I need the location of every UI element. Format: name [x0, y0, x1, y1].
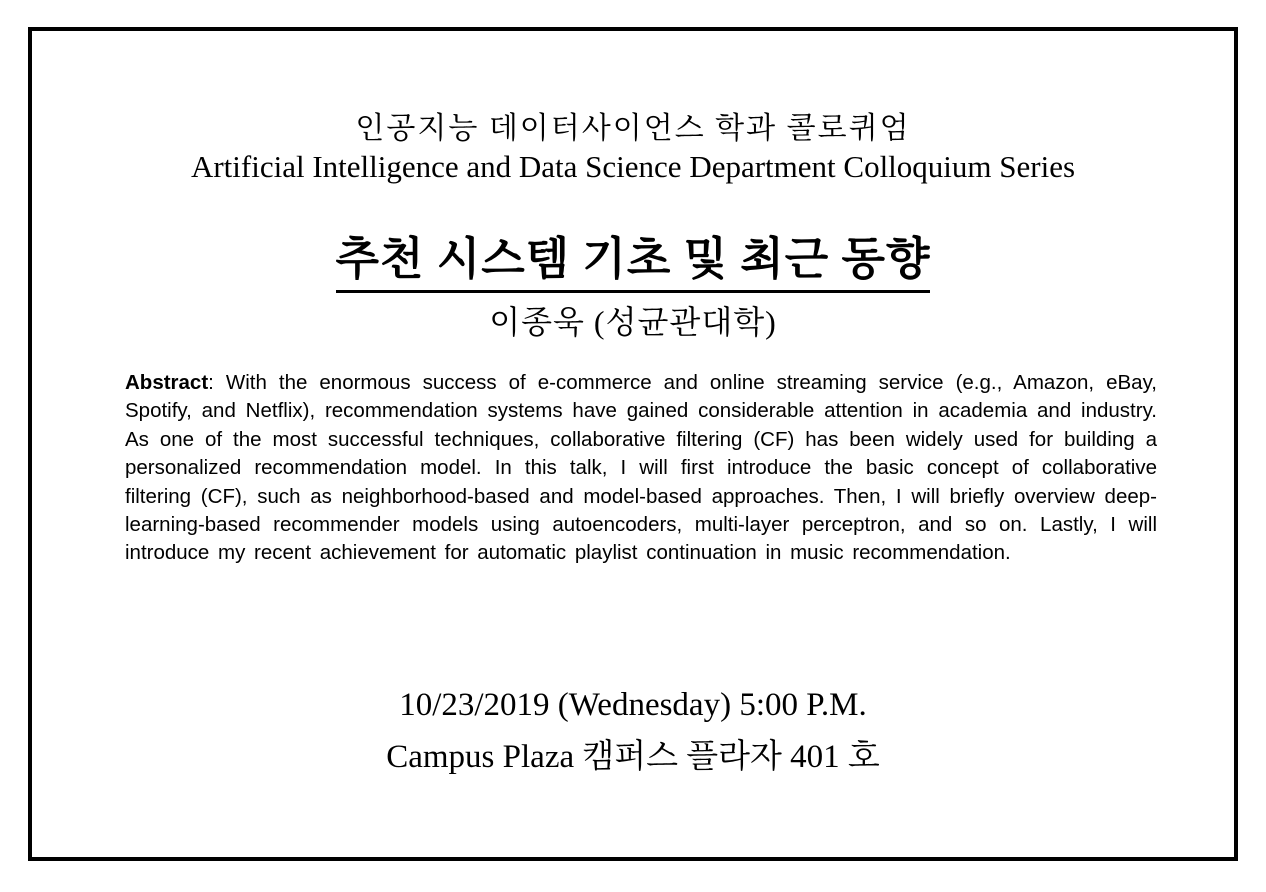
series-title-korean: 인공지능 데이터사이언스 학과 콜로퀴엄: [355, 112, 911, 145]
speaker-affiliation: 이종욱 (성균관대학): [489, 304, 777, 340]
abstract-label: Abstract: [125, 371, 209, 394]
abstract-body: : With the enormous success of e-commerce and online streaming service (e.g., Amazon, eBay, Spotify, and Netflix), recommendation systems have gained considerable attention in academia and industry. As one of the most successful techniques, collaborative filtering (CF) has been widely used for building a personalized recommendation model. In this talk, I will first introduce the basic concept of collaborative filtering (CF), such as neighborhood-based and model-based approaches. Then, I will briefly overview deep-learning-based recommender models using autoencoders, multi-layer perceptron, and so on. Lastly, I will introduce my recent achievement for automatic playlist continuation in music recommendation.: [125, 371, 1157, 565]
event-datetime: 10/23/2019 (Wednesday) 5:00 P.M.: [399, 687, 867, 723]
talk-title: [40, 222, 1226, 293]
talk-title-text: 추천 시스템 기초 및 최근 동향: [336, 222, 931, 293]
series-title-english: Artificial Intelligence and Data Science Department Colloquium Series: [190, 149, 1076, 184]
event-location: Campus Plaza 캠퍼스 플라자 401 호: [386, 739, 880, 775]
abstract-paragraph: [125, 369, 1157, 568]
